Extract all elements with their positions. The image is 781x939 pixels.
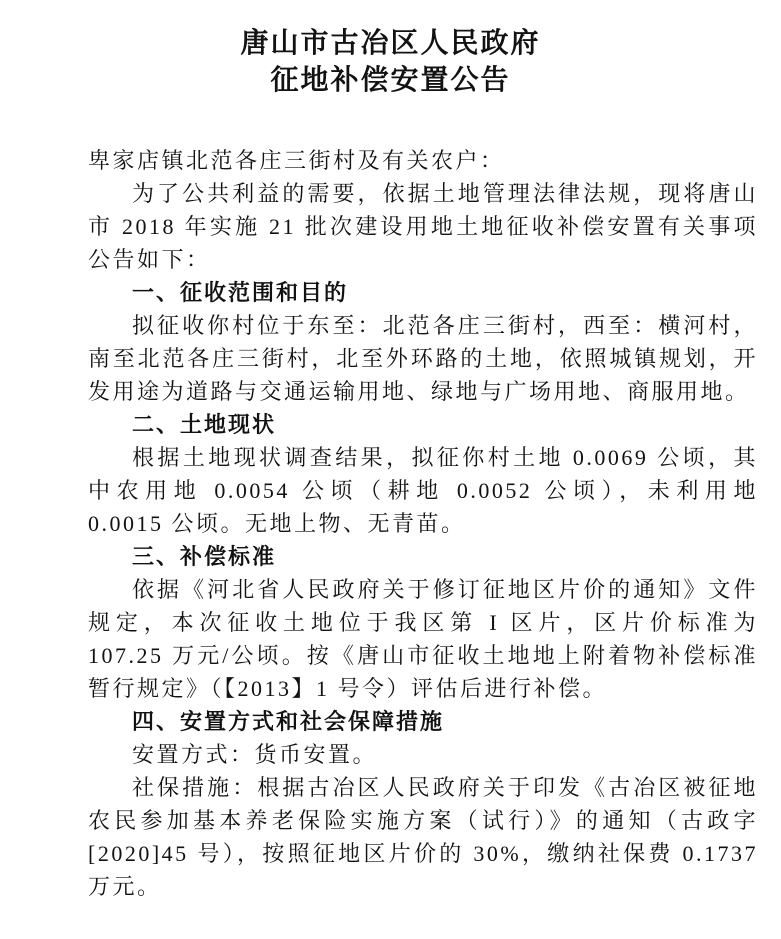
document-body [88,144,758,903]
title-line-announcement: 征地补偿安置公告 [270,65,511,96]
paragraph: 依据《河北省人民政府关于修订征地区片价的通知》文件规定，本次征收土地位于我区第 I 区片，区片价标准为 107.25 万元/公顷。按《唐山市征收土地地上附着物补偿标准暂行规定》（【2013】1 号令）评估后进行补偿。 [88,577,758,701]
paragraph: 社保措施：根据古冶区人民政府关于印发《古冶区被征地农民参加基本养老保险实施方案（试行）》的通知（古政字[2020]45 号），按照征地区片价的 30%，缴纳社保费 0.1737 万元。 [88,775,758,899]
title-line-government: 唐山市古冶区人民政府 [240,28,541,59]
paragraph: 为了公共利益的需要，依据土地管理法律法规，现将唐山市 2018 年实施 21 批次建设用地土地征收补偿安置有关事项公告如下： [88,181,758,272]
paragraph: 拟征收你村位于东至：北范各庄三街村，西至：横河村，南至北范各庄三街村，北至外环路的土地，依照城镇规划，开发用途为道路与交通运输用地、绿地与广场用地、商服用地。 [88,313,758,404]
section-heading: 二、土地现状 [132,412,277,437]
paragraph: 根据土地现状调查结果，拟征你村土地 0.0069 公顷，其中农用地 0.0054 公顷（耕地 0.0052 公顷），未利用地 0.0015 公顷。无地上物、无青苗。 [88,445,758,536]
section-heading: 三、补偿标准 [132,544,277,569]
paragraph: 卑家店镇北范各庄三街村及有关农户： [88,148,505,173]
paragraph: 安置方式：货币安置。 [132,742,378,767]
section-heading: 一、征收范围和目的 [132,280,349,305]
document-title [0,0,781,99]
section-heading: 四、安置方式和社会保障措施 [132,709,445,734]
